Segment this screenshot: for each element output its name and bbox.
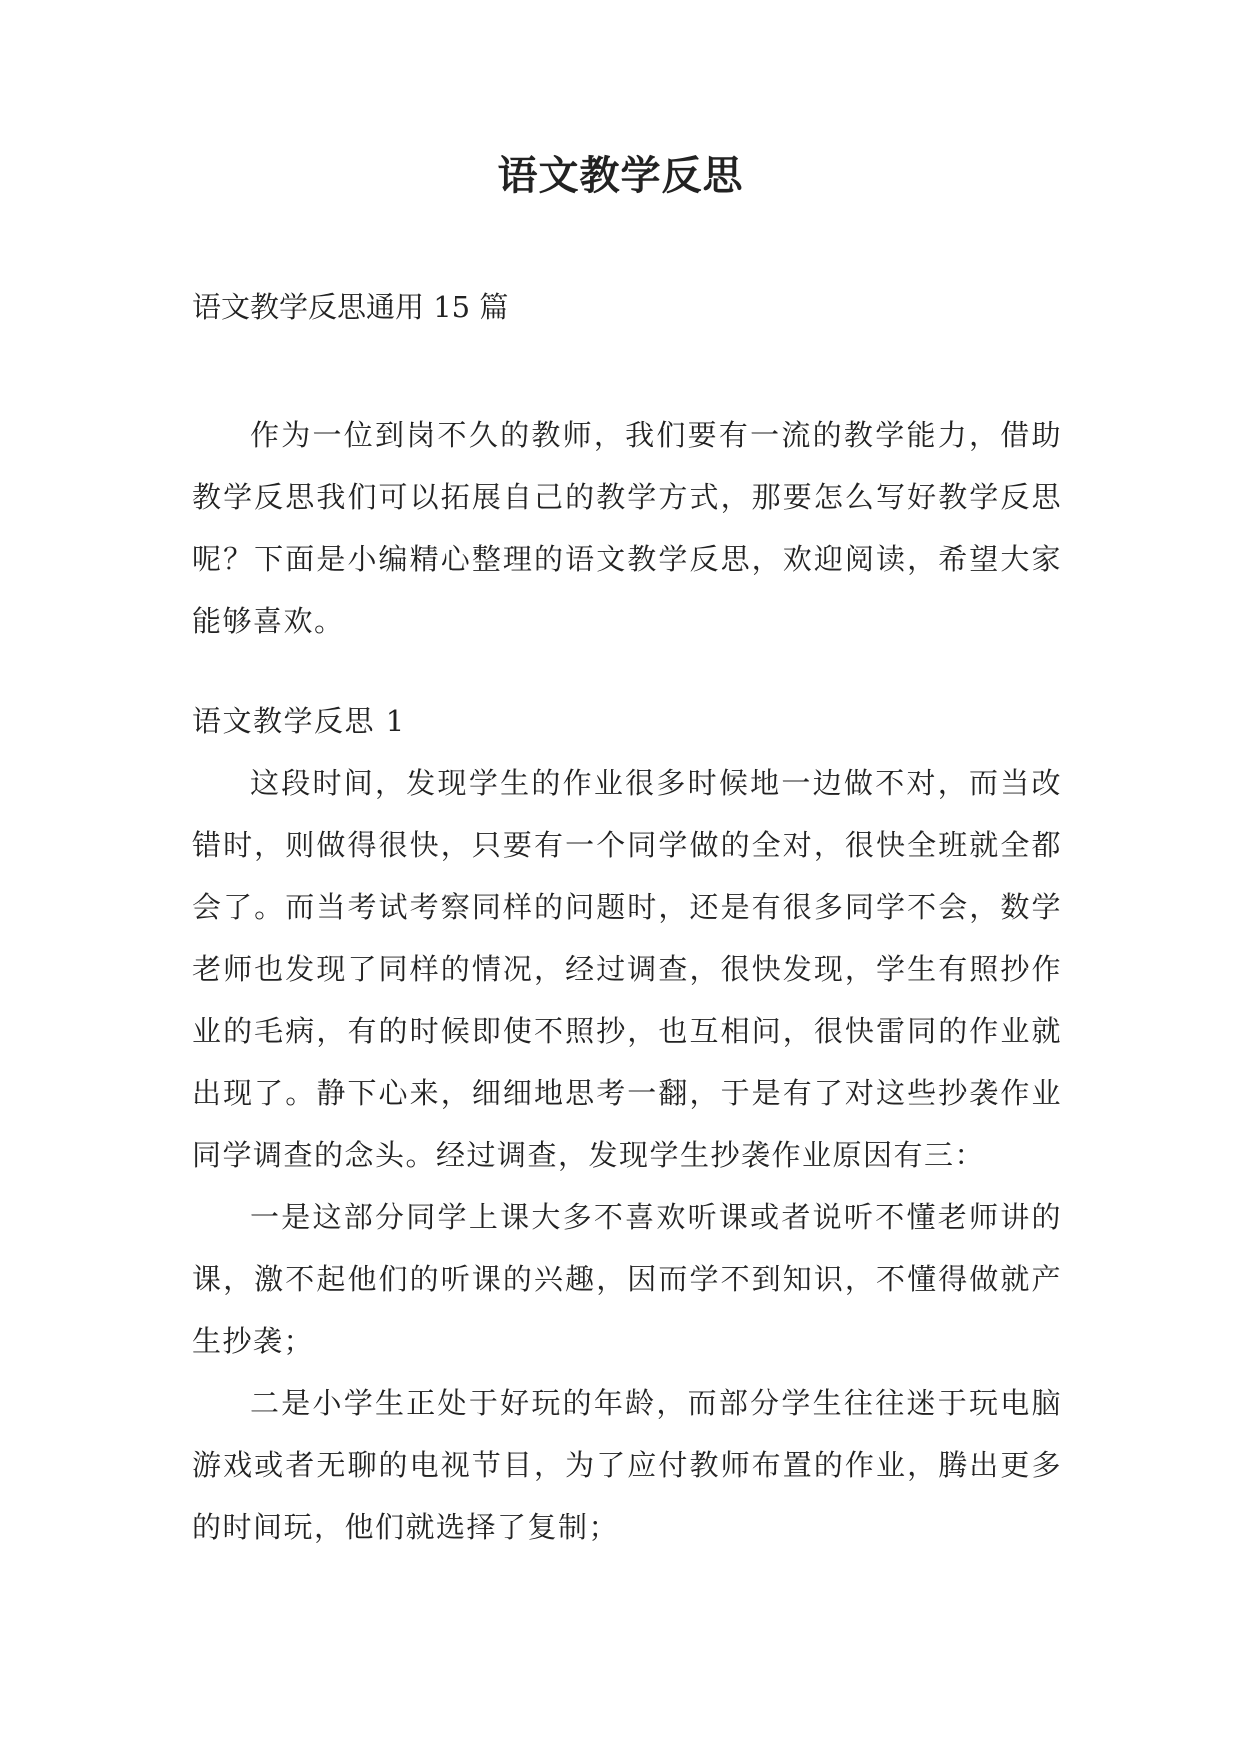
body-paragraph: 这段时间，发现学生的作业很多时候地一边做不对，而当改错时，则做得很快，只要有一个同学做的全对，很快全班就全都会了。而当考试考察同样的问题时，还是有很多同学不会，数学老师也发现了同样的情况，经过调查，很快发现，学生有照抄作业的毛病，有的时候即使不照抄，也互相问，很快雷同的作业就出现了。静下心来，细细地思考一翻，于是有了对这些抄袭作业同学调查的念头。经过调查，发现学生抄袭作业原因有三：	[192, 766, 1062, 1172]
intro-block	[192, 404, 1062, 652]
document-title: 语文教学反思	[497, 152, 744, 199]
section-heading: 语文教学反思 1	[192, 704, 406, 738]
body-paragraph: 二是小学生正处于好玩的年龄，而部分学生往往迷于玩电脑游戏或者无聊的电视节目，为了应付教师布置的作业，腾出更多的时间玩，他们就选择了复制；	[192, 1386, 1062, 1544]
document-subtitle: 语文教学反思通用 15 篇	[192, 290, 509, 324]
section-1	[192, 690, 1062, 1558]
intro-paragraph: 作为一位到岗不久的教师，我们要有一流的教学能力，借助教学反思我们可以拓展自己的教学方式，那要怎么写好教学反思呢？下面是小编精心整理的语文教学反思，欢迎阅读，希望大家能够喜欢。	[192, 418, 1062, 638]
body-paragraph: 一是这部分同学上课大多不喜欢听课或者说听不懂老师讲的课，激不起他们的听课的兴趣，因而学不到知识，不懂得做就产生抄袭；	[192, 1200, 1062, 1358]
